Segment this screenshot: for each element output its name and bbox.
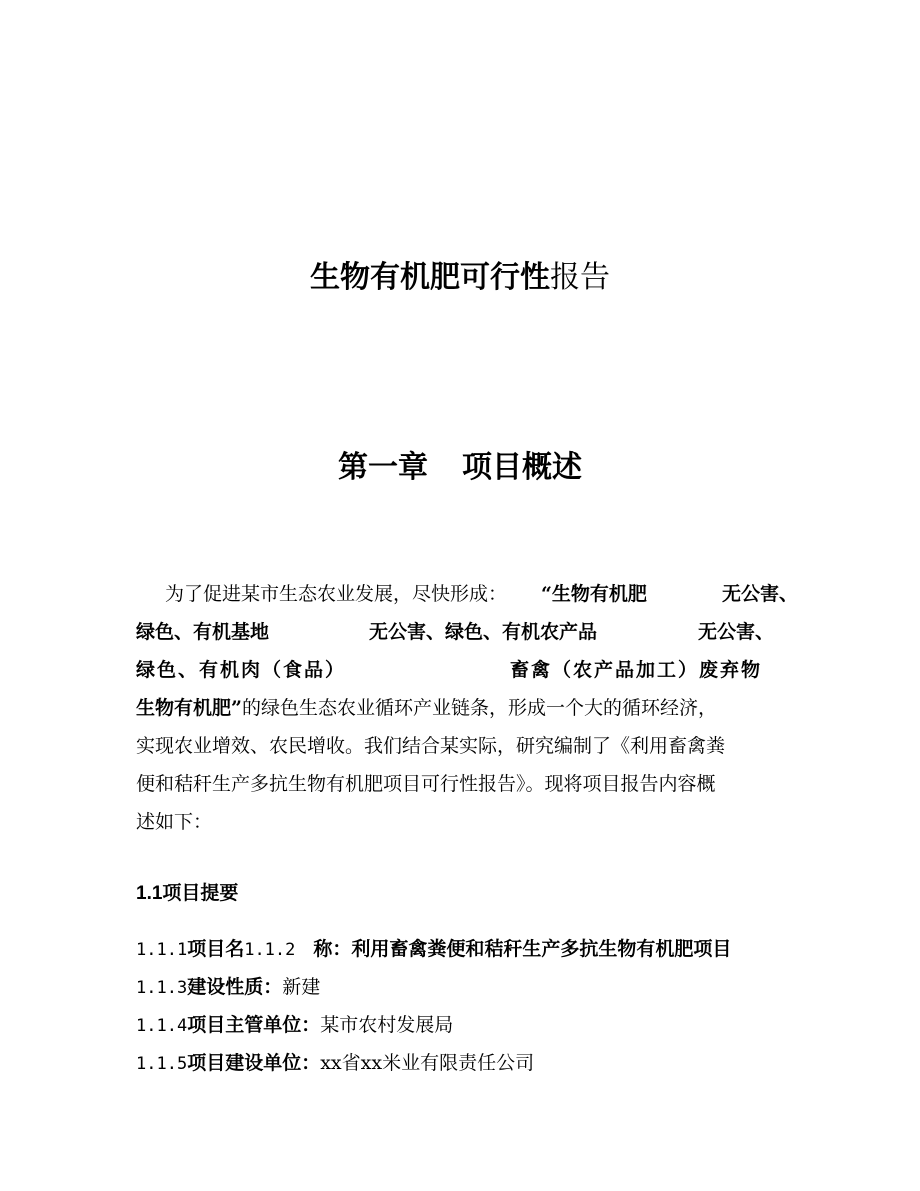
intro-bold-text: 无公害、 bbox=[698, 621, 775, 643]
list-item bbox=[136, 1006, 836, 1044]
intro-bold-text: 生物有机肥” bbox=[136, 697, 242, 719]
project-summary-list bbox=[136, 930, 836, 1082]
intro-line-3 bbox=[136, 651, 808, 689]
intro-line-2 bbox=[136, 613, 808, 651]
intro-bold-text: 绿色、有机基地 bbox=[136, 621, 270, 643]
item-value: 某市农村发展局 bbox=[320, 1014, 454, 1036]
section-heading bbox=[136, 878, 238, 909]
item-number: 1.1.1 bbox=[136, 940, 188, 960]
title-bold-part: 生物有机肥可行性 bbox=[310, 260, 550, 295]
intro-text: 的绿色生态农业循环产业链条，形成一个大的循环经济， bbox=[241, 697, 717, 719]
intro-text: 为了促进某市生态农业发展，尽快形成： bbox=[165, 583, 508, 605]
item-number: 1.1.2 bbox=[244, 940, 296, 960]
item-label: 建设性质： bbox=[187, 976, 283, 998]
item-label: 项目建设单位： bbox=[187, 1052, 321, 1074]
intro-line-1 bbox=[136, 575, 808, 613]
intro-bold-text: 畜禽（农产品加工）废弃物 bbox=[510, 659, 763, 681]
item-number: 1.1.3 bbox=[136, 978, 188, 998]
item-label: 项目名 bbox=[187, 938, 245, 960]
section-title: 项目提要 bbox=[162, 882, 239, 904]
list-item bbox=[136, 930, 836, 968]
list-item bbox=[136, 1044, 836, 1082]
chapter-heading bbox=[0, 446, 920, 490]
intro-bold-text: 绿色、有机肉（食品） bbox=[136, 659, 347, 681]
intro-line-7: 述如下： bbox=[136, 811, 213, 833]
item-label: 称： bbox=[313, 938, 352, 960]
item-number: 1.1.5 bbox=[136, 1054, 188, 1074]
intro-bold-text: 无公害、绿色、有机农产品 bbox=[369, 621, 598, 643]
intro-paragraph bbox=[136, 575, 808, 841]
intro-bold-text: “生物有机肥 bbox=[541, 583, 647, 605]
item-value: 利用畜禽粪便和秸秆生产多抗生物有机肥项目 bbox=[351, 938, 732, 960]
intro-bold-text: 无公害、 bbox=[722, 583, 799, 605]
item-label: 项目主管单位： bbox=[187, 1014, 321, 1036]
section-number: 1.1 bbox=[136, 883, 163, 904]
list-item bbox=[136, 968, 836, 1006]
intro-line-6: 便和秸秆生产多抗生物有机肥项目可行性报告》。现将项目报告内容概 bbox=[136, 773, 716, 795]
chapter-name: 项目概述 bbox=[462, 450, 582, 485]
title-normal-part: 报告 bbox=[550, 260, 610, 295]
intro-line-4 bbox=[136, 689, 808, 727]
intro-line-5: 实现农业增效、农民增收。我们结合某实际，研究编制了《利用畜禽粪 bbox=[136, 735, 726, 757]
item-value: xx省xx米业有限责任公司 bbox=[320, 1052, 535, 1074]
chapter-number: 第一章 bbox=[338, 450, 428, 485]
document-title bbox=[0, 256, 920, 300]
item-number: 1.1.4 bbox=[136, 1016, 188, 1036]
item-value: 新建 bbox=[282, 976, 321, 998]
